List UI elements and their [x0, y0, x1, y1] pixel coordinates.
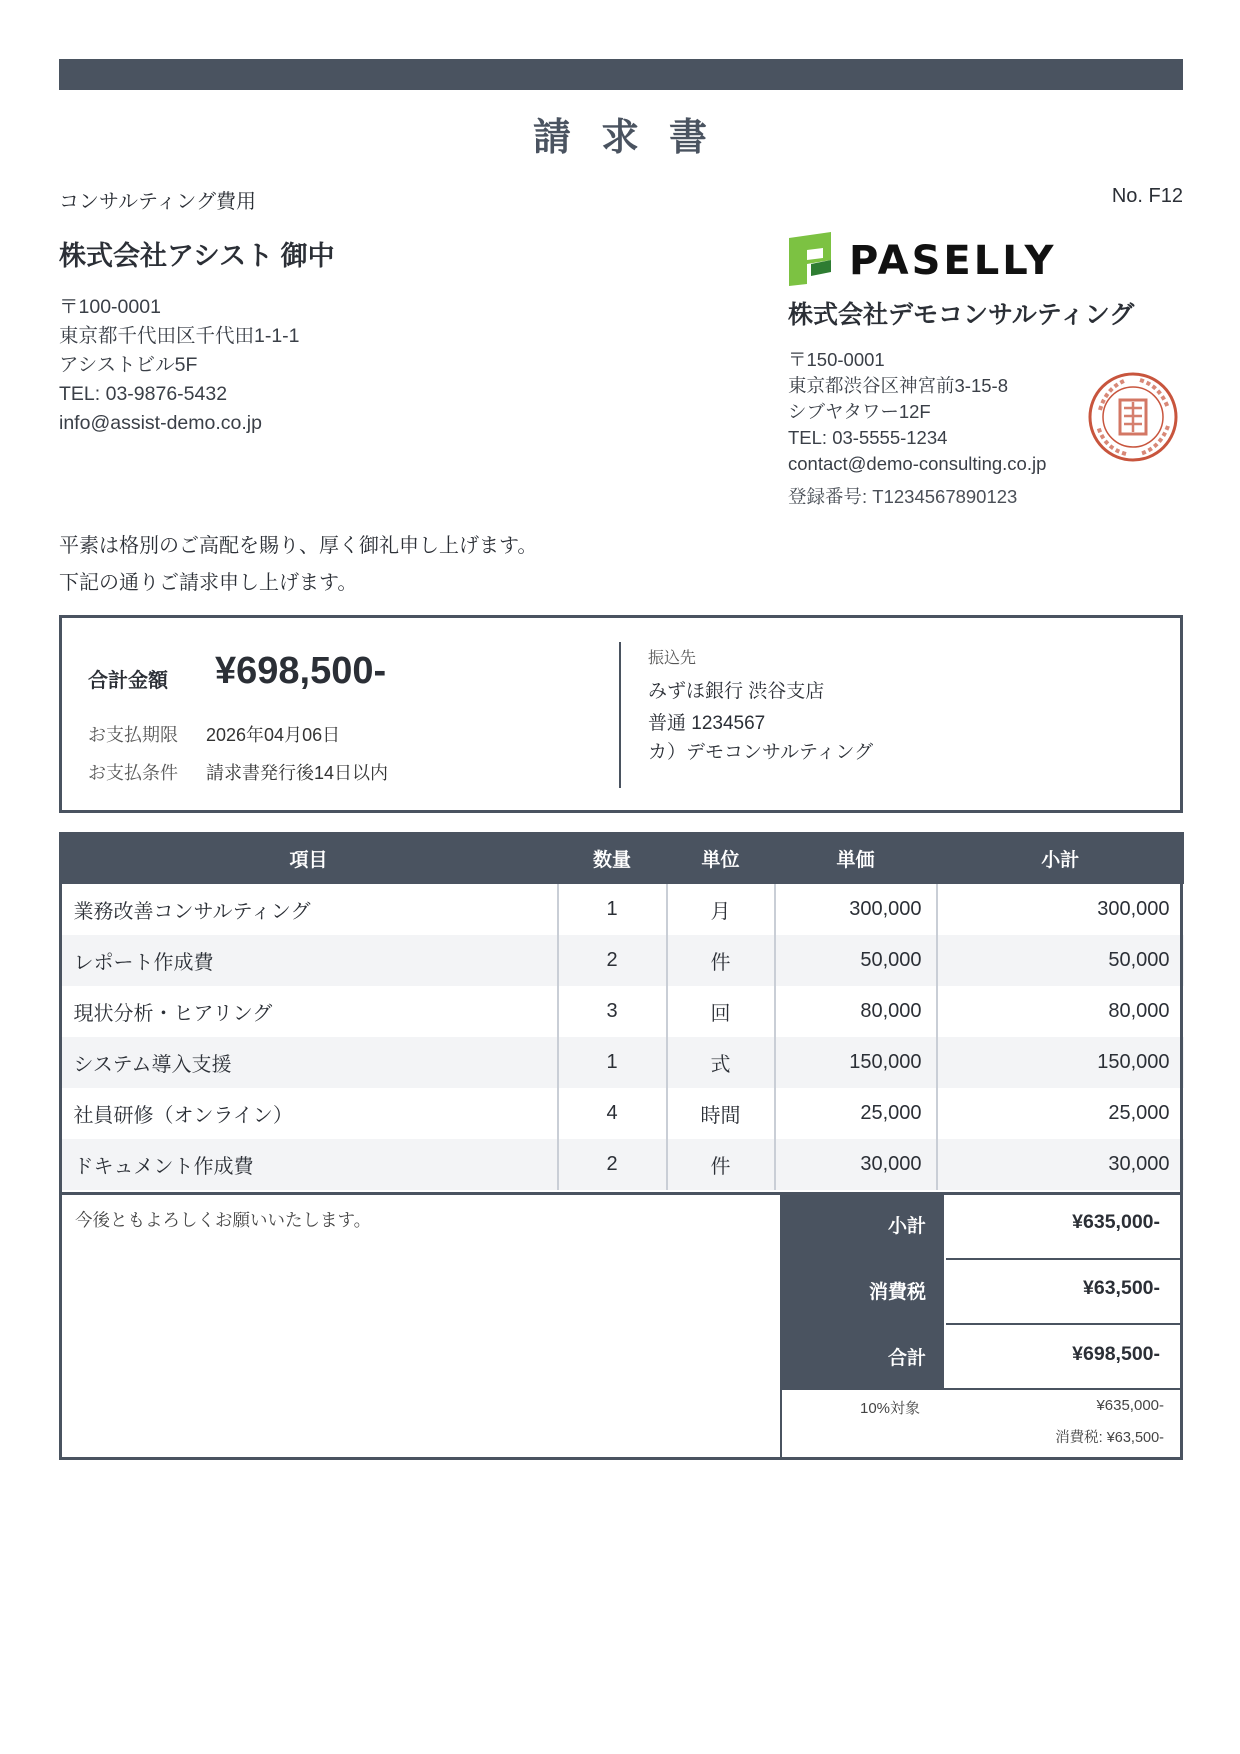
logo-mark-icon — [789, 232, 831, 286]
item-unit-price: 300,000 — [775, 884, 937, 935]
total-amount-value: ¥698,500- — [215, 650, 387, 692]
item-name: 現状分析・ヒアリング — [73, 1003, 273, 1025]
items-table — [59, 832, 1184, 1190]
tax-label: 消費税 — [868, 1282, 926, 1303]
table-header-row — [60, 832, 1184, 884]
item-quantity: 1 — [558, 884, 667, 935]
issuer-name: 株式会社デモコンサルティング — [788, 301, 1135, 329]
bank-name: みずほ銀行 渋谷支店 — [648, 681, 825, 702]
item-subtotal: 300,000 — [937, 884, 1184, 935]
item-quantity: 1 — [558, 1037, 667, 1088]
column-header-unit: 単位 — [667, 832, 775, 884]
totals-separator — [946, 1323, 1180, 1325]
logo-wordmark: PASELLY — [849, 238, 1057, 284]
table-row — [60, 1037, 1184, 1088]
item-subtotal: 150,000 — [937, 1037, 1184, 1088]
column-header-subtotal: 小計 — [937, 832, 1184, 884]
item-name: 社員研修（オンライン） — [73, 1105, 293, 1127]
column-header-unit-price: 単価 — [775, 832, 937, 884]
bank-title: 振込先 — [648, 650, 697, 667]
invoice-subject: コンサルティング費用 — [59, 191, 256, 213]
totals-separator — [946, 1258, 1180, 1260]
issuer-street: 東京都渋谷区神宮前3-15-8 — [788, 375, 1008, 396]
client-email: info@assist-demo.co.jp — [59, 412, 262, 434]
greeting-text — [59, 528, 537, 602]
item-unit-price: 150,000 — [775, 1037, 937, 1088]
grand-total-value: ¥698,500- — [1072, 1343, 1160, 1365]
payment-terms-value: 請求書発行後14日以内 — [206, 763, 389, 783]
issuer-building: シブヤタワー12F — [788, 401, 931, 422]
issuer-email: contact@demo-consulting.co.jp — [788, 453, 1047, 474]
item-unit-price: 25,000 — [775, 1088, 937, 1139]
summary-divider — [619, 642, 621, 788]
table-row — [60, 986, 1184, 1037]
company-logo — [787, 230, 1072, 286]
item-quantity: 4 — [558, 1088, 667, 1139]
total-amount-label: 合計金額 — [88, 670, 168, 692]
client-address — [59, 293, 300, 438]
item-unit: 件 — [667, 935, 775, 986]
tax-target-label: 10%対象 — [860, 1400, 921, 1417]
table-row — [60, 1088, 1184, 1139]
closing-note: 今後ともよろしくお願いいたします。 — [75, 1210, 372, 1230]
item-quantity: 2 — [558, 1139, 667, 1190]
client-street: 東京都千代田区千代田1-1-1 — [59, 325, 300, 347]
subtotal-value: ¥635,000- — [1072, 1211, 1160, 1233]
payment-terms-label: お支払条件 — [88, 763, 178, 783]
item-quantity: 3 — [558, 986, 667, 1037]
item-subtotal: 50,000 — [937, 935, 1184, 986]
table-row — [60, 935, 1184, 986]
greeting-line-2: 下記の通りご請求申し上げます。 — [59, 572, 358, 594]
item-name: システム導入支援 — [60, 1037, 558, 1088]
issuer-tel: TEL: 03-5555-1234 — [788, 427, 948, 448]
column-header-quantity: 数量 — [558, 832, 667, 884]
client-building: アシストビル5F — [59, 354, 198, 376]
item-name: レポート作成費 — [60, 935, 558, 986]
item-unit: 件 — [667, 1139, 775, 1190]
table-row — [60, 884, 1184, 935]
subtotal-label: 小計 — [887, 1216, 926, 1237]
issuer-postal: 〒150-0001 — [788, 349, 885, 370]
client-tel: TEL: 03-9876-5432 — [59, 383, 228, 405]
due-date-value: 2026年04月06日 — [206, 725, 341, 745]
totals-bottom-separator — [782, 1388, 1180, 1390]
registration-number: 登録番号: T1234567890123 — [788, 486, 1018, 507]
table-row — [60, 1139, 1184, 1190]
client-postal: 〒100-0001 — [59, 296, 161, 318]
tax-value: ¥63,500- — [1083, 1277, 1160, 1299]
company-seal-stamp-icon — [1086, 370, 1180, 464]
client-name: 株式会社アシスト 御中 — [59, 241, 335, 271]
due-date-label: お支払期限 — [88, 725, 178, 745]
bank-account: 普通 1234567 — [648, 713, 766, 734]
item-unit: 時間 — [667, 1088, 775, 1139]
summary-box — [59, 615, 1183, 813]
item-subtotal: 25,000 — [937, 1088, 1184, 1139]
item-unit-price: 80,000 — [775, 986, 937, 1037]
issuer-address — [788, 347, 1046, 477]
grand-total-label: 合計 — [887, 1348, 926, 1369]
tax-target-value: ¥635,000- — [1096, 1397, 1164, 1414]
document-title: 請求書 — [532, 117, 737, 159]
item-subtotal: 30,000 — [937, 1139, 1184, 1190]
item-unit-price: 30,000 — [775, 1139, 937, 1190]
item-name: 業務改善コンサルティング — [73, 901, 311, 923]
header-bar — [59, 59, 1183, 90]
bank-holder: カ）デモコンサルティング — [648, 742, 874, 763]
item-unit: 式 — [667, 1037, 775, 1088]
invoice-number: No. F12 — [1111, 185, 1183, 207]
item-name: ドキュメント作成費 — [60, 1139, 558, 1190]
item-quantity: 2 — [558, 935, 667, 986]
item-subtotal: 80,000 — [937, 986, 1184, 1037]
greeting-line-1: 平素は格別のご高配を賜り、厚く御礼申し上げます。 — [59, 535, 538, 557]
item-unit: 月 — [667, 884, 775, 935]
item-unit: 回 — [667, 986, 775, 1037]
column-header-item: 項目 — [60, 832, 558, 884]
tax-breakdown: 消費税: ¥63,500- — [1055, 1430, 1164, 1446]
item-unit-price: 50,000 — [775, 935, 937, 986]
